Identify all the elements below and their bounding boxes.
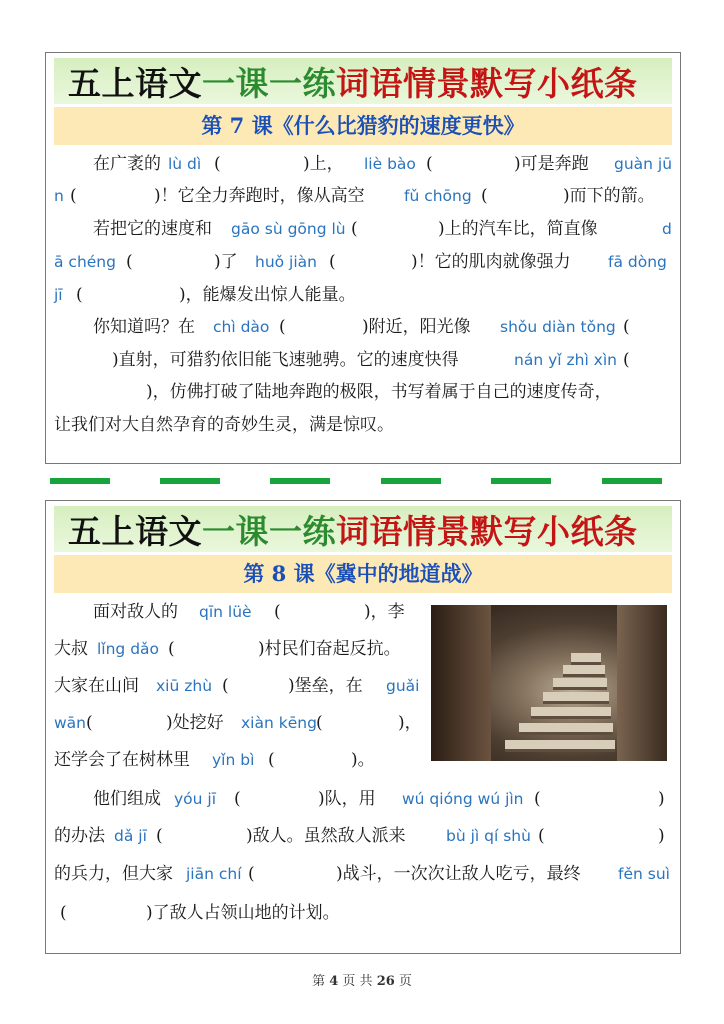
pinyin-prompt: chì dào (213, 318, 270, 336)
text-segment: 若把它的速度和 (93, 219, 212, 239)
text-segment: )，仿佛打破了陆地奔跑的极限，书写着属于自己的速度传奇， (146, 382, 612, 402)
text-line (46, 410, 680, 440)
text-line (46, 708, 680, 738)
text-segment: 的兵力，但大家 (54, 864, 173, 884)
page-footer (0, 970, 724, 989)
blank-open: ( (214, 154, 221, 174)
text-segment: )了敌人占领山地的计划。 (146, 903, 340, 923)
blank-open: ( (156, 826, 163, 846)
text-line (46, 898, 680, 928)
blank-open: ( (86, 713, 93, 733)
text-line (46, 280, 680, 310)
text-line (46, 312, 680, 342)
blank-open: ( (222, 676, 229, 696)
title-part-series: 一课一练 (202, 64, 336, 103)
text-segment: 他们组成 (93, 789, 161, 809)
pinyin-prompt: nán yǐ zhì xìn (514, 351, 617, 369)
text-segment: )了 (214, 252, 238, 272)
dash-divider (491, 478, 551, 484)
blank-open: ( (623, 317, 630, 337)
pinyin-prompt: guàn jū (614, 155, 673, 173)
blank-open: ( (351, 219, 358, 239)
pinyin-prompt: jiān chí (186, 865, 242, 883)
pinyin-prompt: ā chéng (54, 253, 116, 271)
blank-open: ( (538, 826, 545, 846)
title-part-series: 一课一练 (202, 512, 336, 551)
text-segment: 让我们对大自然孕育的奇妙生灵，满是惊叹。 (54, 415, 394, 435)
pinyin-prompt: huǒ jiàn (255, 253, 317, 271)
title-banner (54, 506, 672, 552)
text-line (46, 745, 680, 775)
text-segment: )上， (303, 154, 344, 174)
pinyin-prompt: fǔ chōng (404, 187, 472, 205)
dash-divider (602, 478, 662, 484)
worksheet-card-lesson-8 (45, 500, 681, 954)
text-segment: )！它的肌肉就像强力 (411, 252, 571, 272)
pinyin-prompt: wān (54, 714, 86, 732)
worksheet-card-lesson-7 (45, 52, 681, 464)
text-segment: )村民们奋起反抗。 (258, 639, 401, 659)
text-segment: )。 (351, 750, 375, 770)
text-line (46, 149, 680, 179)
pinyin-prompt: lǐng dǎo (97, 640, 160, 658)
pinyin-prompt: dǎ jī (114, 827, 147, 845)
lesson-heading: 第 8 课《冀中的地道战》 (54, 555, 672, 593)
pinyin-prompt: yóu jī (174, 790, 217, 808)
text-line (46, 597, 680, 627)
pinyin-prompt: bù jì qí shù (446, 827, 531, 845)
pinyin-prompt: gāo sù gōng lù (231, 220, 346, 238)
text-line (46, 377, 680, 407)
text-line (46, 784, 680, 814)
pinyin-prompt: wú qióng wú jìn (402, 790, 524, 808)
dash-divider (160, 478, 220, 484)
pinyin-prompt: fěn suì (618, 865, 670, 883)
pinyin-prompt: lù dì (168, 155, 202, 173)
pinyin-prompt: xiū zhù (156, 677, 213, 695)
pinyin-prompt: jī (54, 286, 63, 304)
blank-close: ) (658, 789, 665, 809)
text-segment: )敌人。虽然敌人派来 (246, 826, 406, 846)
blank-open: ( (126, 252, 133, 272)
current-page-number: 4 (329, 974, 339, 989)
blank-open: ( (168, 639, 175, 659)
pinyin-prompt: n (54, 187, 64, 205)
title-part-topic: 词语情景默写小纸条 (336, 512, 638, 551)
blank-open: ( (274, 602, 281, 622)
blank-open: ( (268, 750, 275, 770)
blank-open: ( (60, 903, 67, 923)
text-segment: )堡垒，在 (288, 676, 363, 696)
blank-open: ( (234, 789, 241, 809)
footer-text: 页 (398, 974, 412, 989)
dash-divider (50, 478, 110, 484)
pinyin-prompt: fā dòng (608, 253, 667, 271)
dash-divider (270, 478, 330, 484)
text-line (46, 634, 680, 664)
title-part-topic: 词语情景默写小纸条 (336, 64, 638, 103)
text-segment: 还学会了在树林里 (54, 750, 190, 770)
pinyin-prompt: shǒu diàn tǒng (500, 318, 616, 336)
text-segment: 大叔 (54, 639, 88, 659)
text-segment: 在广袤的 (93, 154, 161, 174)
total-page-count: 26 (376, 974, 395, 989)
text-line (46, 671, 680, 701)
blank-open: ( (76, 285, 83, 305)
text-segment: )而下的箭。 (563, 186, 655, 206)
pinyin-prompt: guǎi (386, 677, 420, 695)
blank-open: ( (534, 789, 541, 809)
text-segment: )上的汽车比，简直像 (438, 219, 598, 239)
blank-open: ( (70, 186, 77, 206)
blank-open: ( (248, 864, 255, 884)
text-line (46, 859, 680, 889)
blank-open: ( (426, 154, 433, 174)
text-segment: 你知道吗？在 (93, 317, 195, 337)
text-line (46, 821, 680, 851)
text-segment: )战斗，一次次让敌人吃亏，最终 (336, 864, 581, 884)
banner-title (68, 512, 638, 552)
blank-open: ( (481, 186, 488, 206)
text-segment: )，李 (364, 602, 405, 622)
text-line (46, 181, 680, 211)
text-segment: 面对敌人的 (93, 602, 178, 622)
pinyin-prompt: xiàn kēng (241, 714, 317, 732)
text-segment: 的办法 (54, 826, 105, 846)
dash-divider (381, 478, 441, 484)
text-segment: 大家在山间 (54, 676, 139, 696)
text-segment: )队，用 (318, 789, 376, 809)
pinyin-prompt: yǐn bì (212, 751, 255, 769)
lesson-heading: 第 7 课《什么比猎豹的速度更快》 (54, 107, 672, 145)
footer-text: 页 共 (342, 974, 373, 989)
text-segment: )附近，阳光像 (362, 317, 471, 337)
text-line (46, 214, 680, 244)
pinyin-prompt: d (662, 220, 672, 238)
pinyin-prompt: liè bào (364, 155, 416, 173)
text-segment: )直射，可猎豹依旧能飞速驰骋。它的速度快得 (112, 350, 459, 370)
text-segment: )，能爆发出惊人能量。 (179, 285, 356, 305)
text-segment: )， (398, 713, 422, 733)
title-banner (54, 58, 672, 104)
title-part-grade: 五上语文 (68, 64, 202, 103)
banner-title (68, 64, 638, 104)
blank-close: ) (658, 826, 665, 846)
blank-open: ( (316, 713, 323, 733)
blank-open: ( (279, 317, 286, 337)
blank-open: ( (329, 252, 336, 272)
footer-text: 第 (312, 974, 326, 989)
text-line (46, 345, 680, 375)
text-segment: )处挖好 (166, 713, 224, 733)
text-segment: )！它全力奔跑时，像从高空 (154, 186, 365, 206)
blank-open: ( (623, 350, 630, 370)
text-segment: )可是奔跑 (514, 154, 589, 174)
pinyin-prompt: qīn lüè (199, 603, 252, 621)
text-line (46, 247, 680, 277)
title-part-grade: 五上语文 (68, 512, 202, 551)
